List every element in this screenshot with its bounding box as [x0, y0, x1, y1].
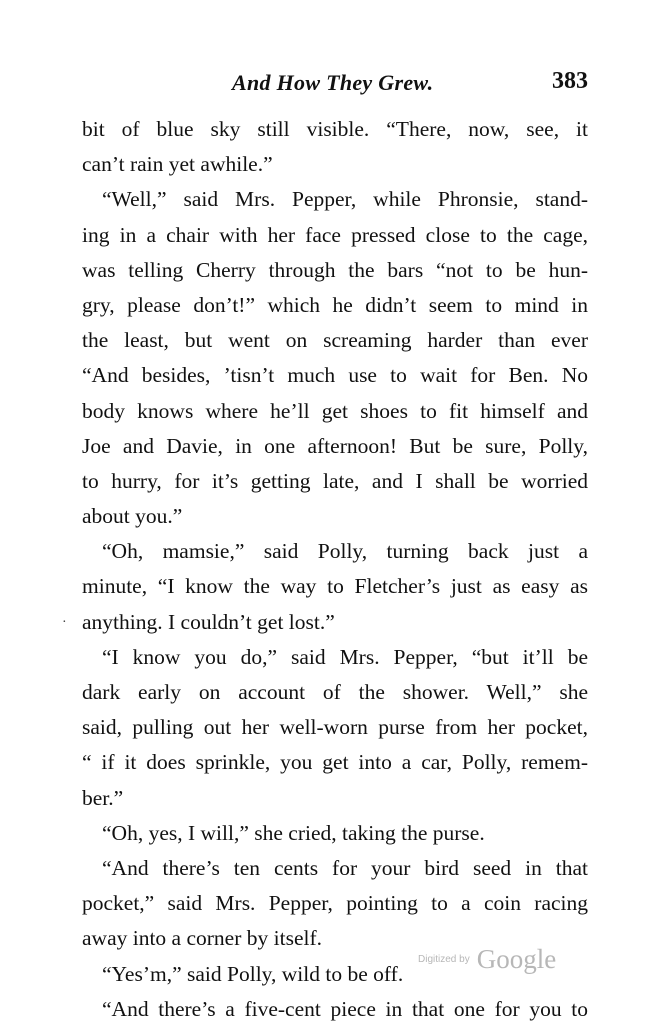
- running-head: [82, 66, 588, 100]
- text-line: “Yes’m,” said Polly, wild to be off.: [102, 961, 404, 986]
- text-line: “And besides, ’tisn’t much use to wait for Ben. No: [82, 363, 588, 388]
- text-line: away into a corner by itself.: [82, 926, 322, 951]
- text-line: “And there’s ten cents for your bird seed in that: [102, 855, 588, 880]
- text-line: dark early on account of the shower. Well,” she: [82, 680, 588, 704]
- text-line: “I know you do,” said Mrs. Pepper, “but it’ll be: [102, 644, 588, 669]
- watermark-prefix: Digitized by: [418, 954, 470, 965]
- page-number: 383: [552, 68, 588, 94]
- text-line: to hurry, for it’s getting late, and I shall be worried: [82, 468, 588, 493]
- text-line: said, pulling out her well-worn purse from her pocket,: [82, 715, 588, 740]
- text-line: ber.”: [82, 785, 124, 810]
- text-line: pocket,” said Mrs. Pepper, pointing to a coin racing: [82, 891, 588, 916]
- text-line: can’t rain yet awhile.”: [82, 152, 273, 177]
- watermark-brand: Google: [476, 944, 557, 974]
- text-line: about you.”: [82, 504, 183, 529]
- margin-mark: ·: [62, 615, 67, 630]
- running-title: And How They Grew.: [232, 70, 434, 95]
- text-line: “Oh, mamsie,” said Polly, turning back just a: [102, 539, 588, 564]
- text-line: “And there’s a five-cent piece in that one for you to: [102, 996, 588, 1021]
- text-line: “Oh, yes, I will,” she cried, taking the purse.: [102, 820, 485, 845]
- text-line: ing in a chair with her face pressed close to the cage,: [82, 222, 588, 247]
- text-line: the least, but went on screaming harder than ever: [82, 328, 588, 353]
- text-line: minute, “I know the way to Fletcher’s just as easy as: [82, 574, 588, 599]
- text-line: “ if it does sprinkle, you get into a car, Polly, remem-: [82, 750, 588, 775]
- digitized-watermark: [418, 944, 556, 978]
- text-line: bit of blue sky still visible. “There, now, see, it: [82, 117, 588, 141]
- text-line: anything. I couldn’t get lost.”: [82, 609, 335, 634]
- text-line: was telling Cherry through the bars “not to be hun-: [82, 257, 588, 282]
- text-line: gry, please don’t!” which he didn’t seem to mind in: [82, 292, 588, 317]
- text-line: “Well,” said Mrs. Pepper, while Phronsie, stand-: [102, 187, 588, 212]
- body-text: [82, 112, 588, 1027]
- text-line: Joe and Davie, in one afternoon! But be sure, Polly,: [82, 433, 588, 458]
- text-line: body knows where he’ll get shoes to fit himself and: [82, 398, 588, 423]
